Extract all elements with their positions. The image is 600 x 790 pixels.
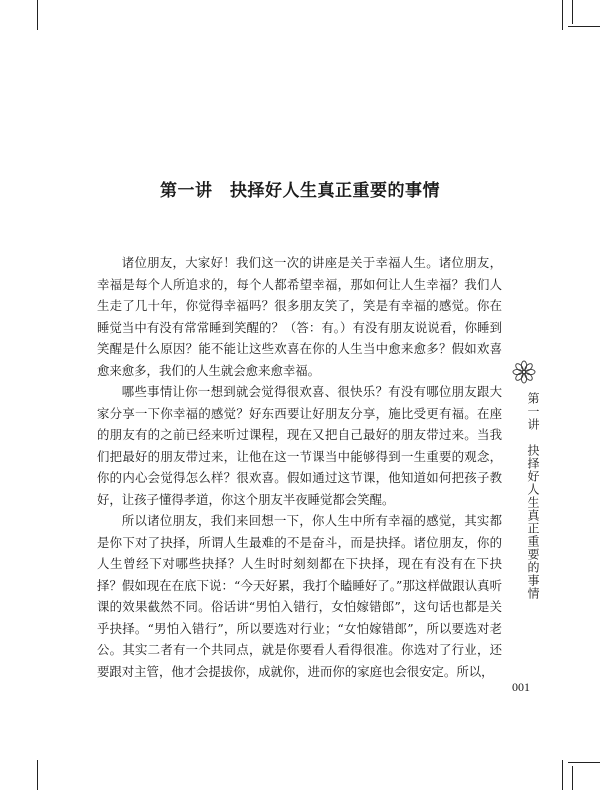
chapter-title: 第一讲 抉择好人生真正重要的事情	[160, 181, 440, 201]
crop-mark-top-right-v	[562, 0, 563, 30]
crop-mark-bottom-right-v2	[572, 766, 573, 790]
flower-icon	[512, 360, 536, 384]
paragraph-1: 诸位朋友，大家好！我们这一次的讲座是关于幸福人生。诸位朋友，幸福是每个人所追求的，每个人都希望幸福，那如何让人生幸福？我们人生走了几十年，你觉得幸福吗？很多朋友笑了，笑是有幸福的感觉。你在睡觉当中有没有常常睡到笑醒的？（答：有。）有没有朋友说说看，你睡到笑醒是什么原因？能不能让这些欢喜在你的人生当中愈来愈多？假如欢喜愈来愈多，我们的人生就会愈来愈幸福。	[97, 255, 502, 378]
paragraph-2: 哪些事情让你一想到就会觉得很欢喜、很快乐？有没有哪位朋友跟大家分享一下你幸福的感觉？好东西要让好朋友分享，施比受更有福。在座的朋友有的之前已经来听过课程，现在又把自己最好的朋友带过来。当我们把最好的朋友带过来，让他在这一节课当中能够得到一生重要的观念，你的内心会觉得怎么样？很欢喜。假如通过这节课，他知道如何把孩子教好，让孩子懂得孝道，你这个朋友半夜睡觉都会笑醒。	[97, 384, 502, 507]
crop-mark-bottom-left-v	[37, 760, 38, 790]
page-number: 001	[512, 680, 530, 694]
crop-mark-bottom-right-h	[568, 762, 600, 763]
crop-mark-bottom-right-v	[562, 760, 563, 790]
crop-mark-top-left-v	[37, 0, 38, 30]
body-text	[97, 252, 502, 682]
side-chapter-header: 第一讲 抉择好人生真正重要的事情	[526, 392, 540, 600]
crop-mark-top-right-h	[568, 26, 600, 27]
paragraph-3: 所以诸位朋友，我们来回想一下，你人生中所有幸福的感觉，其实都是你下对了抉择，所谓人生最难的不是奋斗，而是抉择。诸位朋友，你的人生曾经下对哪些抉择？人生时时刻刻都在下抉择，现在有没有在下抉择？假如现在在底下说：“今天好累，我打个瞌睡好了。”那这样做跟认真听课的效果截然不同。俗话讲“男怕入错行，女怕嫁错郎”，这句话也都是关乎抉择。“男怕入错行”，所以要选对行业；“女怕嫁错郎”，所以要选对老公。其实二者有一个共同点，就是你要看人看得很准。你选对了行业，还要跟对主管，他才会提拔你，成就你，进而你的家庭也会很安定。所以，	[97, 513, 502, 679]
crop-mark-top-right-v2	[572, 0, 573, 24]
